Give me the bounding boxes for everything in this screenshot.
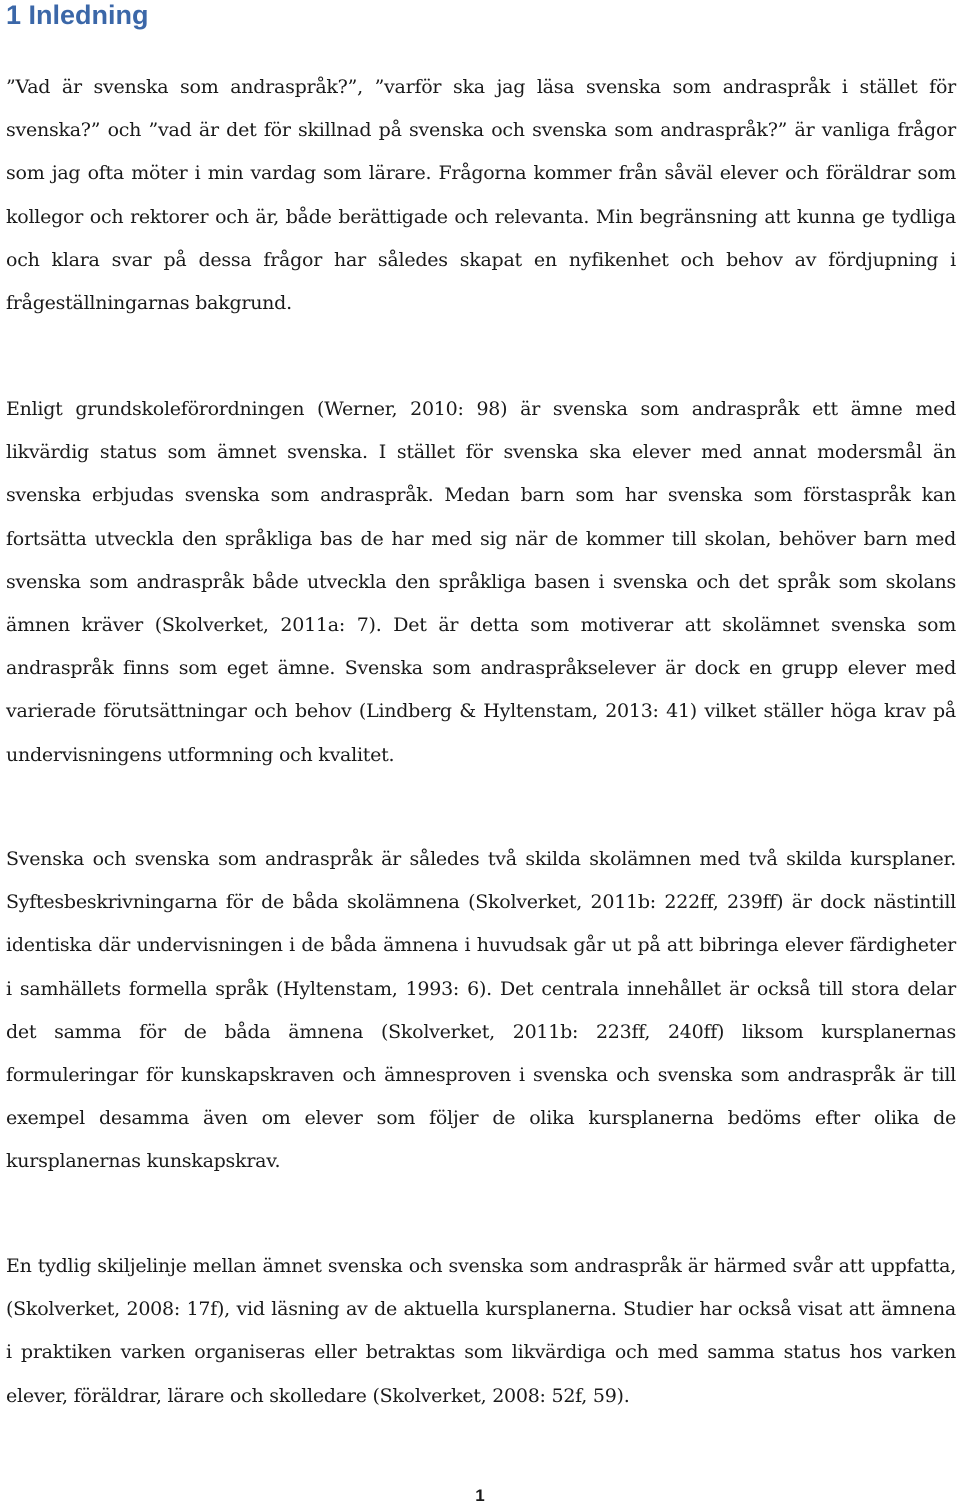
paragraph-2: Enligt grundskoleförordningen (Werner, 2010: 98) är svenska som andraspråk ett ämne med likvärdig status som ämnet svenska. I stället för svenska ska elever med annat modersmål än svenska erbjudas svenska som andraspråk. Medan barn som har svenska som förstaspråk kan fortsätta utveckla den språkliga bas de har med sig när de kommer till skolan, behöver barn med svenska som andraspråk både utveckla den språkliga basen i svenska och det språk som skolans ämnen kräver (Skolverket, 2011a: 7). Det är detta som motiverar att skolämnet svenska som andraspråk finns som eget ämne. Svenska som andraspråkselever är dock en grupp elever med varierade förutsättningar och behov (Lindberg & Hyltenstam, 2013: 41) vilket ställer höga krav på undervisningens utformning och kvalitet. bbox=[6, 398, 956, 766]
page-number: 1 bbox=[475, 1486, 485, 1505]
section-heading: 1 Inledning bbox=[6, 0, 149, 30]
paragraph-1: ”Vad är svenska som andraspråk?”, ”varför ska jag läsa svenska som andraspråk i stället för svenska?” och ”vad är det för skillnad på svenska och svenska som andraspråk?” är vanliga frågor som jag ofta möter i min vardag som lärare. Frågorna kommer från såväl elever och föräldrar som kollegor och rektorer och är, både berättigade och relevanta. Min begränsning att kunna ge tydliga och klara svar på dessa frågor har således skapat en nyfikenhet och behov av fördjupning i frågeställningarnas bakgrund. bbox=[6, 76, 956, 315]
paragraph-3: Svenska och svenska som andraspråk är således två skilda skolämnen med två skilda kursplaner. Syftesbeskrivningarna för de båda skolämnena (Skolverket, 2011b: 222ff, 239ff) är dock nästintill identiska där undervisningen i de båda ämnena i huvudsak går ut på att bibringa elever färdigheter i samhällets formella språk (Hyltenstam, 1993: 6). Det centrala innehållet är också till stora delar det samma för de båda ämnena (Skolverket, 2011b: 223ff, 240ff) liksom kursplanernas formuleringar för kunskapskraven och ämnesproven i svenska och svenska som andraspråk är till exempel desamma även om elever som följer de olika kursplanerna bedöms efter olika de kursplanernas kunskapskrav. bbox=[6, 848, 956, 1173]
paragraph-4: En tydlig skiljelinje mellan ämnet svenska och svenska som andraspråk är härmed svår att uppfatta, (Skolverket, 2008: 17f), vid läsning av de aktuella kursplanerna. Studier har också visat att ämnena i praktiken varken organiseras eller betraktas som likvärdiga och med samma status hos varken elever, föräldrar, lärare och skolledare (Skolverket, 2008: 52f, 59). bbox=[6, 1255, 956, 1407]
document-page bbox=[6, 0, 956, 1407]
